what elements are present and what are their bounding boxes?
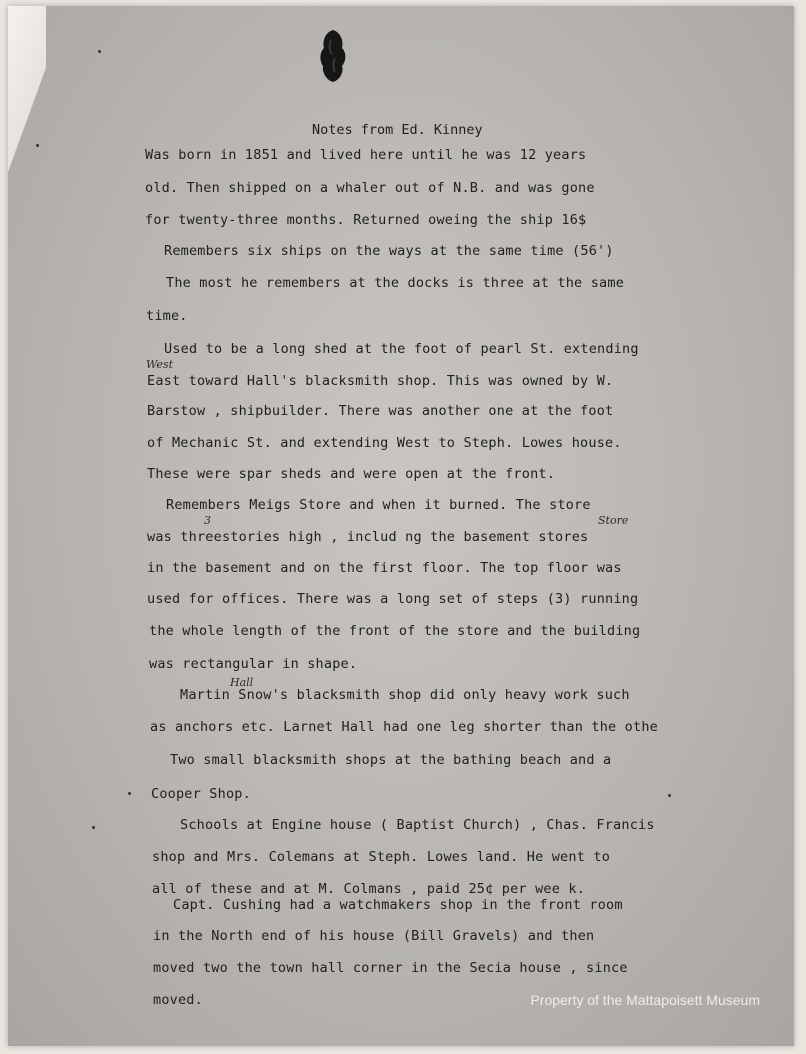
text-line: all of these and at M. Colmans , paid 25¢ per wee k. (152, 881, 586, 897)
text-line: as anchors etc. Larnet Hall had one leg shorter than the othe (150, 719, 658, 735)
paper-speck (92, 826, 95, 829)
text-line: of Mechanic St. and extending West to Steph. Lowes house. (147, 435, 622, 451)
text-line: Remembers Meigs Store and when it burned. The store (166, 497, 591, 513)
text-line: was threestories high , includ ng the basement stores (147, 529, 589, 545)
handwritten-west: West (146, 358, 173, 371)
text-line: the whole length of the front of the store and the building (149, 623, 641, 639)
text-line: shop and Mrs. Colemans at Steph. Lowes land. He went to (152, 849, 611, 865)
paper-speck (36, 144, 39, 147)
text-line: moved two the town hall corner in the Secia house , since (153, 960, 628, 976)
text-line: was rectangular in shape. (149, 656, 358, 672)
paper-speck (98, 50, 101, 53)
document-title: Notes from Ed. Kinney (312, 122, 483, 138)
text-line: in the North end of his house (Bill Gravels) and then (153, 928, 595, 944)
text-line: moved. (153, 992, 203, 1008)
paper-speck (668, 794, 671, 797)
text-line: in the basement and on the first floor. The top floor was (147, 560, 622, 576)
folded-corner (8, 6, 46, 176)
handwritten-three: 3 (204, 514, 211, 527)
text-line: These were spar sheds and were open at the front. (147, 466, 556, 482)
text-line: East toward Hall's blacksmith shop. This was owned by W. (147, 373, 614, 389)
text-line: The most he remembers at the docks is three at the same (166, 275, 625, 291)
text-line: Capt. Cushing had a watchmakers shop in the front room (173, 897, 623, 913)
museum-watermark: Property of the Mattapoisett Museum (530, 992, 760, 1008)
text-line: time. (146, 308, 188, 324)
text-line: Was born in 1851 and lived here until he was 12 years (145, 147, 587, 163)
text-line: Schools at Engine house ( Baptist Church) , Chas. Francis (180, 817, 655, 833)
text-line: old. Then shipped on a whaler out of N.B. and was gone (145, 180, 595, 196)
text-line: Remembers six ships on the ways at the same time (56') (164, 243, 614, 259)
text-line: Two small blacksmith shops at the bathing beach and a (170, 752, 612, 768)
ink-blot-icon (314, 26, 352, 86)
handwritten-store: Store (598, 514, 629, 527)
text-line: for twenty-three months. Returned oweing the ship 16$ (145, 212, 587, 228)
text-line: Martin Snow's blacksmith shop did only heavy work such (180, 687, 630, 703)
paper-speck (128, 792, 131, 795)
document-page (8, 6, 794, 1046)
handwritten-hall: Hall (230, 676, 254, 689)
text-line: Barstow , shipbuilder. There was another one at the foot (147, 403, 614, 419)
text-line: Cooper Shop. (151, 786, 251, 802)
text-line: used for offices. There was a long set of steps (3) running (147, 591, 639, 607)
text-line: Used to be a long shed at the foot of pearl St. extending (164, 341, 639, 357)
